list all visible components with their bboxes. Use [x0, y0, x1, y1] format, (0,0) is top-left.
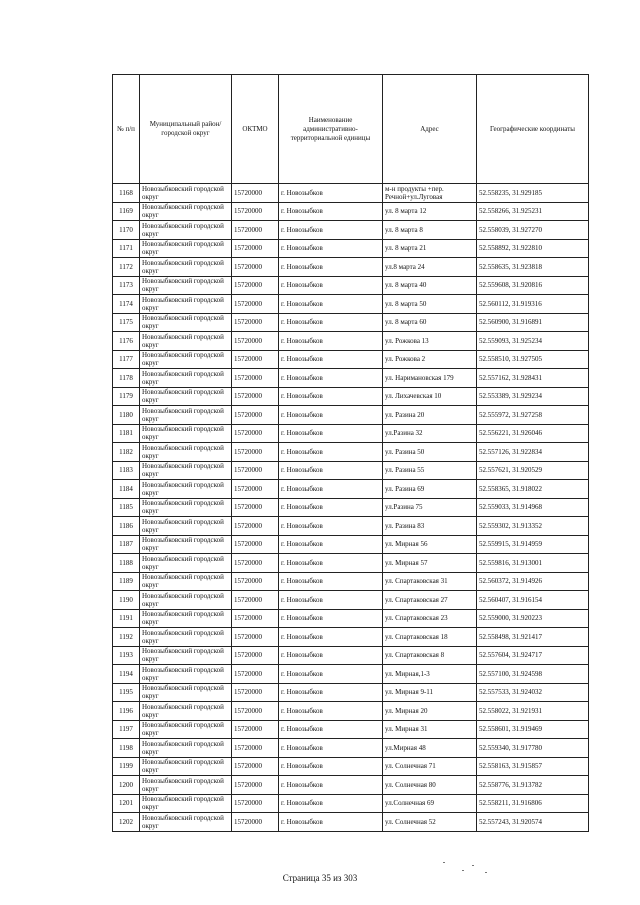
cell-coordinates: 52.557100, 31.924598	[477, 665, 589, 684]
cell-number: 1195	[113, 683, 140, 702]
cell-oktmo: 15720000	[232, 313, 279, 332]
table-row	[113, 683, 589, 702]
cell-coordinates: 52.558022, 31.921931	[477, 702, 589, 721]
cell-number: 1182	[113, 443, 140, 462]
cell-coordinates: 52.557126, 31.922834	[477, 443, 589, 462]
cell-address: ул. Спартаковская 27	[383, 591, 477, 610]
cell-oktmo: 15720000	[232, 517, 279, 536]
cell-district: Новозыбковский городской округ	[140, 202, 232, 221]
cell-oktmo: 15720000	[232, 646, 279, 665]
cell-number: 1178	[113, 369, 140, 388]
header-oktmo: ОКТМО	[232, 75, 279, 184]
cell-unit: г. Новозыбков	[279, 387, 383, 406]
cell-address: ул. Солнечная 52	[383, 813, 477, 832]
cell-district: Новозыбковский городской округ	[140, 313, 232, 332]
cell-unit: г. Новозыбков	[279, 702, 383, 721]
cell-oktmo: 15720000	[232, 683, 279, 702]
cell-number: 1196	[113, 702, 140, 721]
cell-oktmo: 15720000	[232, 480, 279, 499]
cell-unit: г. Новозыбков	[279, 572, 383, 591]
table-header-row	[113, 75, 589, 184]
cell-oktmo: 15720000	[232, 443, 279, 462]
cell-oktmo: 15720000	[232, 757, 279, 776]
cell-number: 1201	[113, 794, 140, 813]
cell-address: ул. Мирная,1-3	[383, 665, 477, 684]
cell-number: 1169	[113, 202, 140, 221]
cell-oktmo: 15720000	[232, 295, 279, 314]
cell-address: ул. Солнечная 71	[383, 757, 477, 776]
cell-number: 1197	[113, 720, 140, 739]
cell-address: ул. 8 марта 8	[383, 221, 477, 240]
cell-unit: г. Новозыбков	[279, 239, 383, 258]
scan-speck	[462, 870, 464, 871]
cell-unit: г. Новозыбков	[279, 480, 383, 499]
cell-oktmo: 15720000	[232, 739, 279, 758]
cell-district: Новозыбковский городской округ	[140, 757, 232, 776]
cell-unit: г. Новозыбков	[279, 295, 383, 314]
cell-number: 1198	[113, 739, 140, 758]
cell-unit: г. Новозыбков	[279, 739, 383, 758]
cell-district: Новозыбковский городской округ	[140, 794, 232, 813]
cell-number: 1191	[113, 609, 140, 628]
cell-district: Новозыбковский городской округ	[140, 332, 232, 351]
cell-coordinates: 52.559302, 31.913352	[477, 517, 589, 536]
cell-address: ул. 8 марта 60	[383, 313, 477, 332]
cell-coordinates: 52.557162, 31.928431	[477, 369, 589, 388]
cell-unit: г. Новозыбков	[279, 794, 383, 813]
header-address: Адрес	[383, 75, 477, 184]
cell-address: ул. Рожкова 13	[383, 332, 477, 351]
table-row	[113, 350, 589, 369]
cell-unit: г. Новозыбков	[279, 813, 383, 832]
cell-number: 1174	[113, 295, 140, 314]
cell-address: ул. 8 марта 50	[383, 295, 477, 314]
cell-district: Новозыбковский городской округ	[140, 387, 232, 406]
cell-address: ул. Спартаковская 31	[383, 572, 477, 591]
cell-address: ул. 8 марта 12	[383, 202, 477, 221]
table-row	[113, 554, 589, 573]
cell-address: ул. 8 марта 21	[383, 239, 477, 258]
table-row	[113, 720, 589, 739]
cell-oktmo: 15720000	[232, 628, 279, 647]
table-row	[113, 313, 589, 332]
cell-coordinates: 52.558601, 31.919469	[477, 720, 589, 739]
cell-unit: г. Новозыбков	[279, 646, 383, 665]
table-row	[113, 498, 589, 517]
cell-coordinates: 52.558635, 31.923818	[477, 258, 589, 277]
cell-district: Новозыбковский городской округ	[140, 369, 232, 388]
cell-oktmo: 15720000	[232, 350, 279, 369]
cell-address: ул.Мирная 48	[383, 739, 477, 758]
cell-coordinates: 52.559608, 31.920816	[477, 276, 589, 295]
cell-address: ул. Разина 20	[383, 406, 477, 425]
cell-coordinates: 52.558498, 31.921417	[477, 628, 589, 647]
table-row	[113, 424, 589, 443]
cell-coordinates: 52.559093, 31.925234	[477, 332, 589, 351]
cell-coordinates: 52.559340, 31.917780	[477, 739, 589, 758]
table-row	[113, 387, 589, 406]
cell-number: 1175	[113, 313, 140, 332]
cell-unit: г. Новозыбков	[279, 554, 383, 573]
addresses-table	[112, 74, 589, 832]
cell-oktmo: 15720000	[232, 387, 279, 406]
cell-district: Новозыбковский городской округ	[140, 720, 232, 739]
cell-coordinates: 52.560900, 31.916891	[477, 313, 589, 332]
table-row	[113, 776, 589, 795]
table-row	[113, 628, 589, 647]
cell-district: Новозыбковский городской округ	[140, 609, 232, 628]
cell-number: 1172	[113, 258, 140, 277]
cell-address: ул. Мирная 31	[383, 720, 477, 739]
cell-unit: г. Новозыбков	[279, 276, 383, 295]
cell-address: ул. Мирная 20	[383, 702, 477, 721]
cell-oktmo: 15720000	[232, 424, 279, 443]
cell-oktmo: 15720000	[232, 258, 279, 277]
cell-unit: г. Новозыбков	[279, 517, 383, 536]
cell-oktmo: 15720000	[232, 276, 279, 295]
cell-unit: г. Новозыбков	[279, 350, 383, 369]
cell-district: Новозыбковский городской округ	[140, 239, 232, 258]
cell-address: ул. Разина 69	[383, 480, 477, 499]
cell-number: 1199	[113, 757, 140, 776]
cell-unit: г. Новозыбков	[279, 461, 383, 480]
cell-oktmo: 15720000	[232, 221, 279, 240]
cell-number: 1186	[113, 517, 140, 536]
cell-district: Новозыбковский городской округ	[140, 461, 232, 480]
cell-district: Новозыбковский городской округ	[140, 591, 232, 610]
cell-number: 1200	[113, 776, 140, 795]
table-row	[113, 406, 589, 425]
cell-address: ул. Спартаковская 18	[383, 628, 477, 647]
cell-unit: г. Новозыбков	[279, 757, 383, 776]
cell-coordinates: 52.559000, 31.920223	[477, 609, 589, 628]
cell-number: 1189	[113, 572, 140, 591]
cell-district: Новозыбковский городской округ	[140, 406, 232, 425]
cell-coordinates: 52.557621, 31.920529	[477, 461, 589, 480]
table-row	[113, 461, 589, 480]
cell-coordinates: 52.557604, 31.924717	[477, 646, 589, 665]
cell-unit: г. Новозыбков	[279, 406, 383, 425]
cell-district: Новозыбковский городской округ	[140, 480, 232, 499]
table-row	[113, 572, 589, 591]
cell-number: 1192	[113, 628, 140, 647]
table-row	[113, 184, 589, 203]
page-number: Страница 35 из 303	[282, 873, 358, 883]
table-row	[113, 665, 589, 684]
cell-district: Новозыбковский городской округ	[140, 350, 232, 369]
cell-oktmo: 15720000	[232, 202, 279, 221]
table-row	[113, 480, 589, 499]
cell-coordinates: 52.560112, 31.919316	[477, 295, 589, 314]
cell-district: Новозыбковский городской округ	[140, 258, 232, 277]
cell-oktmo: 15720000	[232, 184, 279, 203]
cell-number: 1187	[113, 535, 140, 554]
cell-district: Новозыбковский городской округ	[140, 776, 232, 795]
cell-unit: г. Новозыбков	[279, 184, 383, 203]
table-row	[113, 794, 589, 813]
table-row	[113, 443, 589, 462]
cell-coordinates: 52.559033, 31.914968	[477, 498, 589, 517]
cell-district: Новозыбковский городской округ	[140, 646, 232, 665]
cell-number: 1188	[113, 554, 140, 573]
table-row	[113, 258, 589, 277]
cell-oktmo: 15720000	[232, 572, 279, 591]
cell-coordinates: 52.558776, 31.913782	[477, 776, 589, 795]
cell-number: 1179	[113, 387, 140, 406]
cell-unit: г. Новозыбков	[279, 313, 383, 332]
cell-district: Новозыбковский городской округ	[140, 221, 232, 240]
cell-district: Новозыбковский городской округ	[140, 554, 232, 573]
cell-coordinates: 52.560407, 31.916154	[477, 591, 589, 610]
cell-unit: г. Новозыбков	[279, 720, 383, 739]
cell-coordinates: 52.558892, 31.922810	[477, 239, 589, 258]
cell-coordinates: 52.558039, 31.927270	[477, 221, 589, 240]
cell-coordinates: 52.558266, 31.925231	[477, 202, 589, 221]
cell-coordinates: 52.558365, 31.918022	[477, 480, 589, 499]
cell-unit: г. Новозыбков	[279, 665, 383, 684]
cell-coordinates: 52.555972, 31.927258	[477, 406, 589, 425]
cell-unit: г. Новозыбков	[279, 498, 383, 517]
cell-oktmo: 15720000	[232, 332, 279, 351]
cell-number: 1193	[113, 646, 140, 665]
table-row	[113, 702, 589, 721]
table-row	[113, 646, 589, 665]
cell-address: ул. Рожкова 2	[383, 350, 477, 369]
cell-coordinates: 52.556221, 31.926046	[477, 424, 589, 443]
cell-oktmo: 15720000	[232, 702, 279, 721]
scan-speck	[472, 865, 474, 866]
header-district: Муниципальный район/городской округ	[140, 75, 232, 184]
cell-unit: г. Новозыбков	[279, 369, 383, 388]
cell-oktmo: 15720000	[232, 535, 279, 554]
scan-speck	[443, 862, 445, 863]
cell-oktmo: 15720000	[232, 461, 279, 480]
cell-unit: г. Новозыбков	[279, 202, 383, 221]
table-row	[113, 239, 589, 258]
cell-unit: г. Новозыбков	[279, 332, 383, 351]
table-row	[113, 332, 589, 351]
header-coordinates: Географические координаты	[477, 75, 589, 184]
cell-unit: г. Новозыбков	[279, 776, 383, 795]
cell-address: ул. Мирная 57	[383, 554, 477, 573]
cell-number: 1173	[113, 276, 140, 295]
cell-district: Новозыбковский городской округ	[140, 665, 232, 684]
cell-unit: г. Новозыбков	[279, 221, 383, 240]
cell-district: Новозыбковский городской округ	[140, 572, 232, 591]
cell-district: Новозыбковский городской округ	[140, 443, 232, 462]
cell-address: ул. Спартаковская 23	[383, 609, 477, 628]
cell-number: 1183	[113, 461, 140, 480]
cell-district: Новозыбковский городской округ	[140, 813, 232, 832]
cell-number: 1170	[113, 221, 140, 240]
cell-address: ул. Лихачевская 10	[383, 387, 477, 406]
cell-number: 1181	[113, 424, 140, 443]
cell-address: ул. Спартаковская 8	[383, 646, 477, 665]
cell-address: ул. Разина 83	[383, 517, 477, 536]
cell-unit: г. Новозыбков	[279, 591, 383, 610]
table-row	[113, 609, 589, 628]
cell-unit: г. Новозыбков	[279, 424, 383, 443]
table-row	[113, 369, 589, 388]
cell-oktmo: 15720000	[232, 239, 279, 258]
cell-unit: г. Новозыбков	[279, 683, 383, 702]
cell-oktmo: 15720000	[232, 665, 279, 684]
cell-oktmo: 15720000	[232, 794, 279, 813]
cell-oktmo: 15720000	[232, 369, 279, 388]
cell-number: 1177	[113, 350, 140, 369]
cell-number: 1190	[113, 591, 140, 610]
cell-unit: г. Новозыбков	[279, 628, 383, 647]
table-row	[113, 517, 589, 536]
cell-number: 1171	[113, 239, 140, 258]
cell-coordinates: 52.558163, 31.915857	[477, 757, 589, 776]
cell-number: 1168	[113, 184, 140, 203]
cell-number: 1184	[113, 480, 140, 499]
cell-address: ул.Солнечная 69	[383, 794, 477, 813]
cell-coordinates: 52.557533, 31.924032	[477, 683, 589, 702]
cell-address: ул. Наримановская 179	[383, 369, 477, 388]
cell-district: Новозыбковский городской округ	[140, 276, 232, 295]
cell-oktmo: 15720000	[232, 609, 279, 628]
cell-district: Новозыбковский городской округ	[140, 424, 232, 443]
cell-coordinates: 52.553389, 31.929234	[477, 387, 589, 406]
cell-address: ул. Мирная 9-11	[383, 683, 477, 702]
cell-district: Новозыбковский городской округ	[140, 517, 232, 536]
cell-number: 1194	[113, 665, 140, 684]
table-body	[113, 184, 589, 832]
cell-district: Новозыбковский городской округ	[140, 184, 232, 203]
cell-oktmo: 15720000	[232, 554, 279, 573]
header-number: № п/п	[113, 75, 140, 184]
cell-oktmo: 15720000	[232, 498, 279, 517]
cell-address: м-н продукты +пер. Речной+ул.Луговая	[383, 184, 477, 203]
cell-oktmo: 15720000	[232, 406, 279, 425]
table-row	[113, 221, 589, 240]
cell-district: Новозыбковский городской округ	[140, 683, 232, 702]
cell-district: Новозыбковский городской округ	[140, 535, 232, 554]
table-row	[113, 739, 589, 758]
cell-address: ул. 8 марта 40	[383, 276, 477, 295]
table-row	[113, 295, 589, 314]
cell-number: 1176	[113, 332, 140, 351]
cell-coordinates: 52.558235, 31.929185	[477, 184, 589, 203]
cell-number: 1202	[113, 813, 140, 832]
cell-number: 1180	[113, 406, 140, 425]
cell-oktmo: 15720000	[232, 813, 279, 832]
cell-district: Новозыбковский городской округ	[140, 628, 232, 647]
cell-oktmo: 15720000	[232, 591, 279, 610]
table-row	[113, 757, 589, 776]
cell-address: ул. Разина 50	[383, 443, 477, 462]
cell-number: 1185	[113, 498, 140, 517]
header-unit: Наименование административно-территориальной единицы	[279, 75, 383, 184]
cell-district: Новозыбковский городской округ	[140, 295, 232, 314]
cell-address: ул. Мирная 56	[383, 535, 477, 554]
cell-coordinates: 52.560372, 31.914926	[477, 572, 589, 591]
table-row	[113, 591, 589, 610]
scan-speck	[485, 872, 487, 873]
table-row	[113, 202, 589, 221]
cell-district: Новозыбковский городской округ	[140, 702, 232, 721]
cell-coordinates: 52.557243, 31.920574	[477, 813, 589, 832]
cell-district: Новозыбковский городской округ	[140, 739, 232, 758]
cell-unit: г. Новозыбков	[279, 258, 383, 277]
cell-oktmo: 15720000	[232, 720, 279, 739]
table-row	[113, 813, 589, 832]
cell-address: ул.Разина 32	[383, 424, 477, 443]
cell-coordinates: 52.559816, 31.913001	[477, 554, 589, 573]
table-row	[113, 535, 589, 554]
cell-address: ул.Разина 75	[383, 498, 477, 517]
table-row	[113, 276, 589, 295]
cell-oktmo: 15720000	[232, 776, 279, 795]
cell-address: ул. Разина 55	[383, 461, 477, 480]
cell-coordinates: 52.559915, 31.914959	[477, 535, 589, 554]
cell-coordinates: 52.558510, 31.927505	[477, 350, 589, 369]
cell-unit: г. Новозыбков	[279, 443, 383, 462]
cell-coordinates: 52.558211, 31.916806	[477, 794, 589, 813]
cell-unit: г. Новозыбков	[279, 535, 383, 554]
cell-address: ул.8 марта 24	[383, 258, 477, 277]
cell-district: Новозыбковский городской округ	[140, 498, 232, 517]
cell-unit: г. Новозыбков	[279, 609, 383, 628]
cell-address: ул. Солнечная 80	[383, 776, 477, 795]
